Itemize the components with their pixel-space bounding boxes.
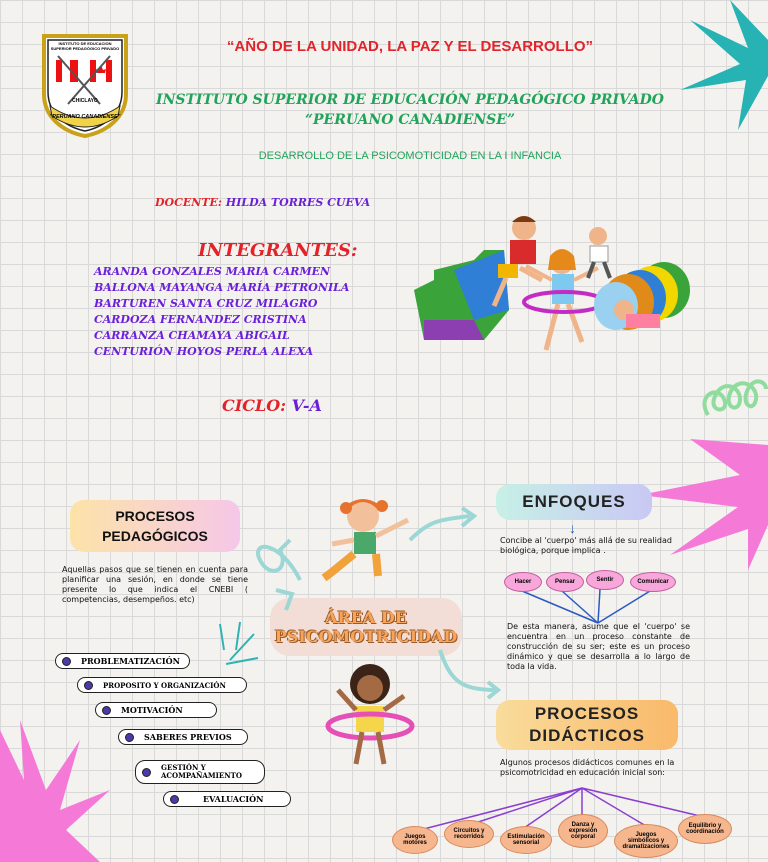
logo-city: CHICLAYO — [72, 98, 98, 104]
teacher-name: HILDA TORRES CUEVA — [225, 196, 371, 209]
cycle-line — [222, 396, 322, 415]
bullet-dot — [125, 733, 134, 742]
process-item-motivacion — [95, 702, 217, 718]
member-name: BARTUREN SANTA CRUZ MILAGRO — [94, 297, 318, 310]
members-list — [94, 264, 349, 360]
enfoque-comunicar: Comunicar — [630, 572, 676, 592]
cycle-value: V-A — [291, 396, 322, 415]
members-title: INTEGRANTES: — [198, 240, 358, 261]
procesos-didacticos-title: PROCESOS DIDÁCTICOS — [496, 700, 678, 750]
course-title: DESARROLLO DE LA PSICOMOTICIDAD EN LA I INFANCIA — [258, 150, 562, 162]
process-item-label: GESTIÓN Y ACOMPAÑAMIENTO — [161, 763, 242, 780]
enfoque-hacer: Hacer — [504, 572, 542, 592]
institute-line-1: INSTITUTO SUPERIOR DE EDUCACIÓN PEDAGÓGICO PRIVADO — [156, 92, 664, 108]
process-item-label: EVALUACIÓN — [203, 794, 264, 804]
enfoques-title: ENFOQUES — [496, 484, 652, 520]
process-item-proposito — [77, 677, 247, 693]
member-name: ARANDA GONZALES MARIA CARMEN — [94, 265, 331, 278]
didactico-equilibrio: Equilibrio y coordinación — [678, 814, 732, 844]
institute-line-2: “PERUANO CANADIENSE” — [304, 112, 516, 128]
institute-name — [130, 90, 690, 130]
bullet-dot — [84, 681, 93, 690]
process-item-label: SABERES PREVIOS — [144, 732, 232, 742]
member-name: CARDOZA FERNANDEZ CRISTINA — [94, 313, 307, 326]
didactico-circuitos: Circuitos y recorridos — [444, 820, 494, 848]
didactico-juegos-motores: Juegos motores — [392, 826, 438, 854]
bullet-dot — [170, 795, 179, 804]
didactico-juegos-simbolicos: Juegos simbólicos y dramatizaciones — [614, 824, 678, 858]
teacher-label: DOCENTE: — [155, 196, 222, 209]
process-item-label: PROPOSITO Y ORGANIZACIÓN — [103, 680, 226, 690]
logo-top-text: INSTITUTO DE EDUCACION SUPERIOR PEDAGÓGICO PRIVADO — [50, 41, 120, 51]
institute-logo — [40, 34, 130, 138]
enfoques-conclusion: De esta manera, asume que el 'cuerpo' se encuentra en un proceso constante de construcción de su ser; este es un proceso dinámico y que se desarrolla a lo largo de toda la vida. — [507, 622, 690, 671]
member-name: BALLONA MAYANGA MARÍA PETRONILA — [94, 281, 350, 294]
enfoques-arrow-down-icon: ↓ — [569, 520, 576, 536]
member-name: CARRANZA CHAMAYA ABIGAIL — [94, 329, 290, 342]
bullet-dot — [142, 768, 151, 777]
procesos-pedagogicos-description: Aquellas pasos que se tienen en cuenta para planificar una sesión, en donde se tiene presente lo que indica el CNEBI ( competencias, desempeños. etc) — [62, 565, 248, 604]
bullet-dot — [102, 706, 111, 715]
enfoque-sentir: Sentir — [586, 570, 624, 590]
green-spiral-decoration — [700, 355, 768, 430]
process-item-evaluacion — [163, 791, 291, 807]
didactico-danza: Danza y expresión corporal — [558, 814, 608, 848]
logo-banner: "PERUANO CANADIENSE" — [49, 114, 121, 120]
pink-star-decoration-left — [0, 720, 110, 862]
procesos-didacticos-intro: Algunos procesos didácticos comunes en la psicomotricidad en educación inicial son: — [500, 758, 675, 777]
member-name: CENTURIÓN HOYOS PERLA ALEXA — [94, 345, 314, 358]
process-item-label: MOTIVACIÓN — [121, 705, 183, 715]
process-item-problematizacion — [55, 653, 190, 669]
process-item-gestion — [135, 760, 265, 784]
process-item-label: PROBLEMATIZACIÓN — [81, 656, 180, 666]
center-title: ÁREA DE PSICOMOTRICIDAD — [270, 598, 462, 656]
process-item-saberes — [118, 729, 248, 745]
cycle-label: CICLO: — [222, 396, 287, 415]
children-playing-illustration — [414, 210, 694, 360]
bullet-dot — [62, 657, 71, 666]
enfoques-intro: Concibe al 'cuerpo' más allá de su realidad biológica, porque implica . — [500, 536, 672, 555]
connector-arrows — [240, 500, 520, 720]
year-motto: “AÑO DE LA UNIDAD, LA PAZ Y EL DESARROLLO” — [226, 38, 594, 55]
enfoque-pensar: Pensar — [546, 572, 584, 592]
didactico-estimulacion: Estimulación sensorial — [500, 826, 552, 854]
procesos-pedagogicos-title: PROCESOS PEDAGÓGICOS — [70, 500, 240, 552]
teacher-line — [155, 196, 370, 209]
